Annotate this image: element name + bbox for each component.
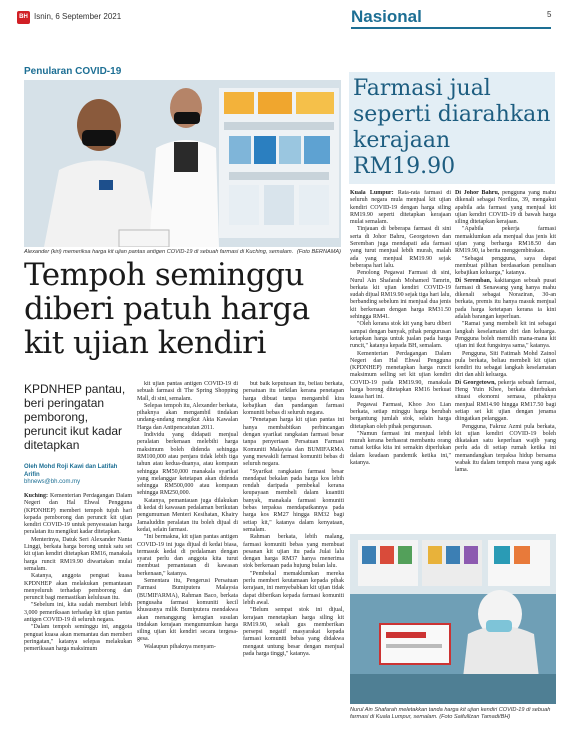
paragraph-text: Pengguna, Fakruz Azmi pula berkata, kit ujian kendiri COVID-19 boleh dikatakan satu keperluan wajib yang perlu ada di setiap rumah ketika ini memandangkan terpaksa hidup bersama wabak itu dalam tempoh masa yang agak lama. [455, 423, 556, 474]
story-kicker: Penularan COVID-19 [24, 66, 122, 77]
story-email: bhnews@bh.com.my [24, 479, 81, 485]
page-number: 5 [547, 10, 552, 19]
paragraph-text: Selepas tempoh itu, Alexander berkata, pihaknya akan mengambil tindakan undang-undang mengikut Akta Kawalan Harga dan Antipencatutan 2011. [137, 402, 238, 431]
body-paragraph [243, 469, 344, 535]
paragraph-text: Rata-rata farmasi di seluruh negara mula menjual kit ujian kendiri COVID-19 dengan harga siling RM19.90 seperti ditetapkan kerajaan mulai semalam. [350, 190, 451, 226]
paragraph-text: Pegawai Farmasi, Khoo Joo Lian berkata, setiap minggu harga berubah bergantung jumlah stok, selain harga ditetapkan oleh pihak pengurusan. [350, 401, 451, 430]
body-paragraph [24, 537, 132, 573]
paragraph-text: Menterinya, Datuk Seri Alexander Nanta Linggi, berkata harga borong untuk satu set kit ujian kendiri ditetapkan RM16, manakala harga runcit RM19.90 diwartakan mulai semalam. [24, 536, 132, 572]
paragraph-lead: Kuching: [24, 493, 49, 499]
body-paragraph [455, 424, 556, 475]
main-story-photo [24, 80, 341, 247]
body-paragraph [137, 578, 238, 644]
paragraph-text: "Oleh kerana stok kit yang baru diberi sampai dengan banyak, pihak pengurusan ketapkan harga untuk jualan pada harga runcit," katanya kepada BH, semalam. [350, 321, 451, 350]
paragraph-text: pekerja sebuah farmasi, Heng Yuin Khee, berkata diterbukan situasi ekonomi semasa, pihaknya menjual RM14.90 hingga RM17.50 bagi setiap set kit ujian dengan jenama diingatkan pelanggan. [455, 379, 556, 423]
body-paragraph [24, 624, 132, 653]
body-paragraph [350, 351, 451, 402]
paragraph-text: Pengguna, Siti Fatimah Mohd Zainol pula berkata, beliau membeli kit ujian kendiri itu sebagai langkah keselamatan diri dan ahli keluarga. [455, 350, 556, 379]
side-headline: Farmasi jual seperti diarahkan kerajaan RM19.90 [353, 76, 551, 179]
issue-date: Isnin, 6 September 2021 [34, 12, 122, 21]
side-photo-credit: (Foto Saifullizan Tamadi/BH) [439, 714, 511, 720]
main-body-col1 [24, 493, 132, 723]
body-paragraph [137, 432, 238, 498]
paragraph-lead: Di Johor Bahru, [455, 190, 500, 196]
body-paragraph [24, 573, 132, 602]
page-header [0, 0, 580, 40]
body-paragraph [24, 493, 132, 537]
body-paragraph [350, 190, 451, 226]
paragraph-text: Katanya, pemantauan juga dilakukan di kedai di kawasan pedalaman berikutan pengumuman Menteri Kesihatan, Khairy Jamaluddin peralatan itu boleh dijual di kedai, selain farmasi. [137, 497, 238, 533]
paragraph-text: "Penetapan harga kit ujian pantas ini hanya membabitkan perbincangan dengan syarikat rangkaian farmasi besar tanpa penyertaan Persatuan Farmasi Komuniti Malaysia dan BUMIFARMA yang mewakili farmasi komuniti bebas di seluruh negara. [243, 417, 344, 468]
body-paragraph [455, 278, 556, 322]
paragraph-lead: Di Seremban, [455, 277, 492, 284]
body-paragraph [350, 270, 451, 321]
paragraph-text: Kementerian Perdagangan Dalam Negeri dan Hal Ehwal Pengguna (KPDNHEP) menetapkan harga runcit maksimum selling set kit ujian kendiri COVID-19 pada RM19.90, manakala harga borong ditetapkan RM16 berkuat kuasa hari ini. [350, 350, 451, 401]
side-story-photo [350, 534, 556, 704]
paragraph-text: pengguna yang mahu dikenali sebagai Noriliza, 39, mengakui apabila ada farmasi yang menjual kit ujian kendiri COVID-19 di bawah harga siling ditetapkan kerajaan. [455, 190, 556, 226]
paragraph-text: kit ujian pantas antigen COVID-19 di sebuah farmasi di The Spring Shopping Mall, di sini, semalam. [137, 381, 238, 402]
paragraph-text: "Ramai yang membeli kit ini sebagai langkah keselamatan diri dan keluarga. Pengguna boleh memilih mana-mana kit ujian ini ikut fungsinya sama," katanya. [455, 321, 556, 350]
body-paragraph [455, 380, 556, 424]
paragraph-text: "Belum sempat stok ini dijual, kerajaan menetapkan harga siling kit RM19.90, sekali gus memberikan persepsi negatif masyarakat kepada farmasi komuniti bebas yang didakwa mengaut untung besar dengan menjual pada harga tinggi," katanya. [243, 607, 344, 657]
body-paragraph [350, 226, 451, 270]
body-paragraph [455, 226, 556, 255]
body-paragraph [350, 431, 451, 467]
paragraph-text: "Sebagai pengguna, saya dapat membuat pilihan berdasarkan penulisan kebajikan keluarga," katanya. [455, 255, 556, 277]
section-label: Nasional [351, 7, 551, 29]
side-body-col2 [455, 190, 556, 530]
main-headline: Tempoh seminggu diberi patuh harga kit ujian kendiri [24, 257, 310, 361]
body-paragraph [137, 534, 238, 578]
paragraph-text: "Sebelum ini, kita sudah memburi lebih 3,000 pemeriksaan terhadap kit ujian pantas antigen COVID-19 di seluruh negara. [24, 602, 132, 624]
body-paragraph [137, 381, 238, 403]
body-paragraph [137, 644, 238, 651]
paragraph-text: Sementara itu, Pengerusi Persatuan Farmasi Bumiputera Malaysia (BUMIFARMA), Rahman Baco, berkata pengusaha farmasi komuniti kecil khususnya milik Bumiputera mendakwa akan menanggung kerugian susulan tindakan kerajaan mengumumkan harga siling ujian kit kendiri secara tergesa-gesa. [137, 578, 238, 643]
paragraph-text: Kementerian Perdagangan Dalam Negeri dan Hal Ehwal Pengguna (KPDNHEP) memberi tempoh tujuh hari kepada pemborong dan peruncit kit ujian kendiri COVID-19 untuk penyesuaian harga peralatan itu mengikut kadar ditetapkan. [24, 493, 132, 536]
main-body-col2 [137, 381, 238, 723]
paragraph-text: Tinjauan di beberapa farmasi di sini serta di Johor Bahru, Georgetown dan Seremban juga mendapati ada farmasi yang turut menjual lebih murah, malah ada yang menjual RM19.90 sejak beberapa hari lalu. [350, 226, 451, 269]
main-photo-credit: (Foto BERNAMA) [296, 249, 341, 255]
paragraph-text: kakitangan sebuah pusat farmasi di Senawang yang hanya mahu dikenali sebagai Noraziran, 30-an berkata, premis itu hanya masuk menjual pada harga ketetapan kerana ia kini adalah barangan keperluan. [455, 277, 556, 321]
body-paragraph [243, 381, 344, 417]
paragraph-text: "Dalam tempoh seminggu ini, anggota penguat kuasa akan memantau dan memberi peringatan," katanya selepas melakukan pemeriksaan harga maksimum [24, 624, 132, 653]
body-paragraph [243, 607, 344, 658]
body-paragraph [243, 417, 344, 468]
paragraph-lead: Di Georgetown, [455, 379, 496, 386]
body-paragraph [137, 498, 238, 534]
body-paragraph [243, 534, 344, 570]
paragraph-text: "Syarikat rangkaian farmasi besar mendapat bekalan pada harga kos lebih rendah daripada pembekal kerana keupayaan membeli dalam kuantiti banyak, manakala farmasi komuniti bebas terpaksa mendapatkannya pada harga kos RM27 hingga RM32 bagi setiap kit," katanya dalam kenyataan, semalam. [243, 468, 344, 533]
paragraph-text: but baik keputusan itu, beliau berkata, persatuan itu terkilan kerana penetapan harga dibuat tanpa mengambil kira kebajikan dan pandangan farmasi komuniti bebas di seluruh negara. [243, 381, 344, 417]
paragraph-text: Individu yang didapati menjual peralatan berkenaan melebihi harga maksimum boleh didenda sehingga RM100,000 atau penjara tidak lebih tiga tahun atau kedua-duanya, atau kompaun sehingga RM50,000 manakala syarikat yang melanggar ketetapan akan didenda sehingga RM500,000 atau kompaun sehingga RM250,000. [137, 432, 238, 497]
paragraph-text: "Namun farmasi ini menjual lebih murah kerana berhasrat membantu orang ramai ketika kita ini semakin diperlukan dalam keadaan pandemik ketika ini," katanya. [350, 430, 451, 466]
body-paragraph [455, 256, 556, 278]
body-paragraph [350, 321, 451, 350]
body-paragraph [350, 402, 451, 431]
body-paragraph [455, 321, 556, 350]
newspaper-logo: BH [17, 11, 30, 24]
paragraph-text: Penolong Pegawai Farmasi di sini, Nurul Ain Shafarah Mohamed Tamrin, berkata kit ujian kendiri COVID-19 sudah dijual RM19.90 sejak tiga hari lalu, berbanding sebelum ini menjual dua jenis kit berkenaan dengan harga RM31.50 sehingga RM41. [350, 270, 451, 321]
side-photo-caption: Nurul Ain Shafarah meletakkan tanda harga kit ujian kendiri COVID-19 di sebuah farmasi di Kuala Lumpur, semalam. (Foto Saifullizan Tamadi/BH) [350, 707, 551, 720]
body-paragraph [24, 602, 132, 624]
paragraph-text: "Apabila pekerja farmasi memaklumkan ada menjual dua jenis kit ujian yang berharga RM18.50 dan RM19.90, ia berita menggembirakan. [455, 226, 556, 255]
body-paragraph [455, 190, 556, 226]
paragraph-text: Walaupun pihaknya menyam- [144, 643, 216, 650]
story-byline: Oleh Mohd Roji Kawi dan Latifah Arifin [24, 464, 118, 478]
side-body-col1 [350, 190, 451, 530]
body-paragraph [243, 571, 344, 607]
paragraph-text: "Ini bermakna, kit ujian pantas antigen COVID-19 ini juga dijual di kedai biasa, termasuk kedai di pedalaman dengan syarat perlu dan anggota kita turut membuat pemantauan di kawasan berkenaan," katanya. [137, 534, 238, 577]
paragraph-lead: Kuala Lumpur: [350, 190, 394, 196]
paragraph-text: "Pembekal memaklumkan mereka perlu memberi keutamaan kepada pihak kerajaan, ini menyebabkan kit ujian tidak dapat diberikan kepada farmasi komuniti lebih awal. [243, 570, 344, 606]
paragraph-text: Rahman berkata, lebih malang, farmasi komuniti bebas yang membuat pesanan kit ujian itu pada Julai lalu dengan harga RM37 hanya menerima stok berkenaan pada hujung bulan lalu. [243, 534, 344, 570]
body-paragraph [455, 351, 556, 380]
main-body-col3 [243, 381, 344, 723]
paragraph-text: Katanya, anggota penguat kuasa KPDNHEP akan melakukan pemantauan menyeluruh terhadap pemborong dan peruncit bagi memastikan kelulusan itu. [24, 573, 132, 602]
main-photo-caption: Alexander (kiri) memeriksa harga kit ujian pantas antigen COVID-19 di sebuah farmasi di Kuching, semalam. (Foto BERNAMA) [24, 249, 341, 255]
story-deck: KPDNHEP pantau, beri peringatan pemborong, peruncit ikut kadar ditetapkan [24, 382, 126, 452]
body-paragraph [137, 403, 238, 432]
